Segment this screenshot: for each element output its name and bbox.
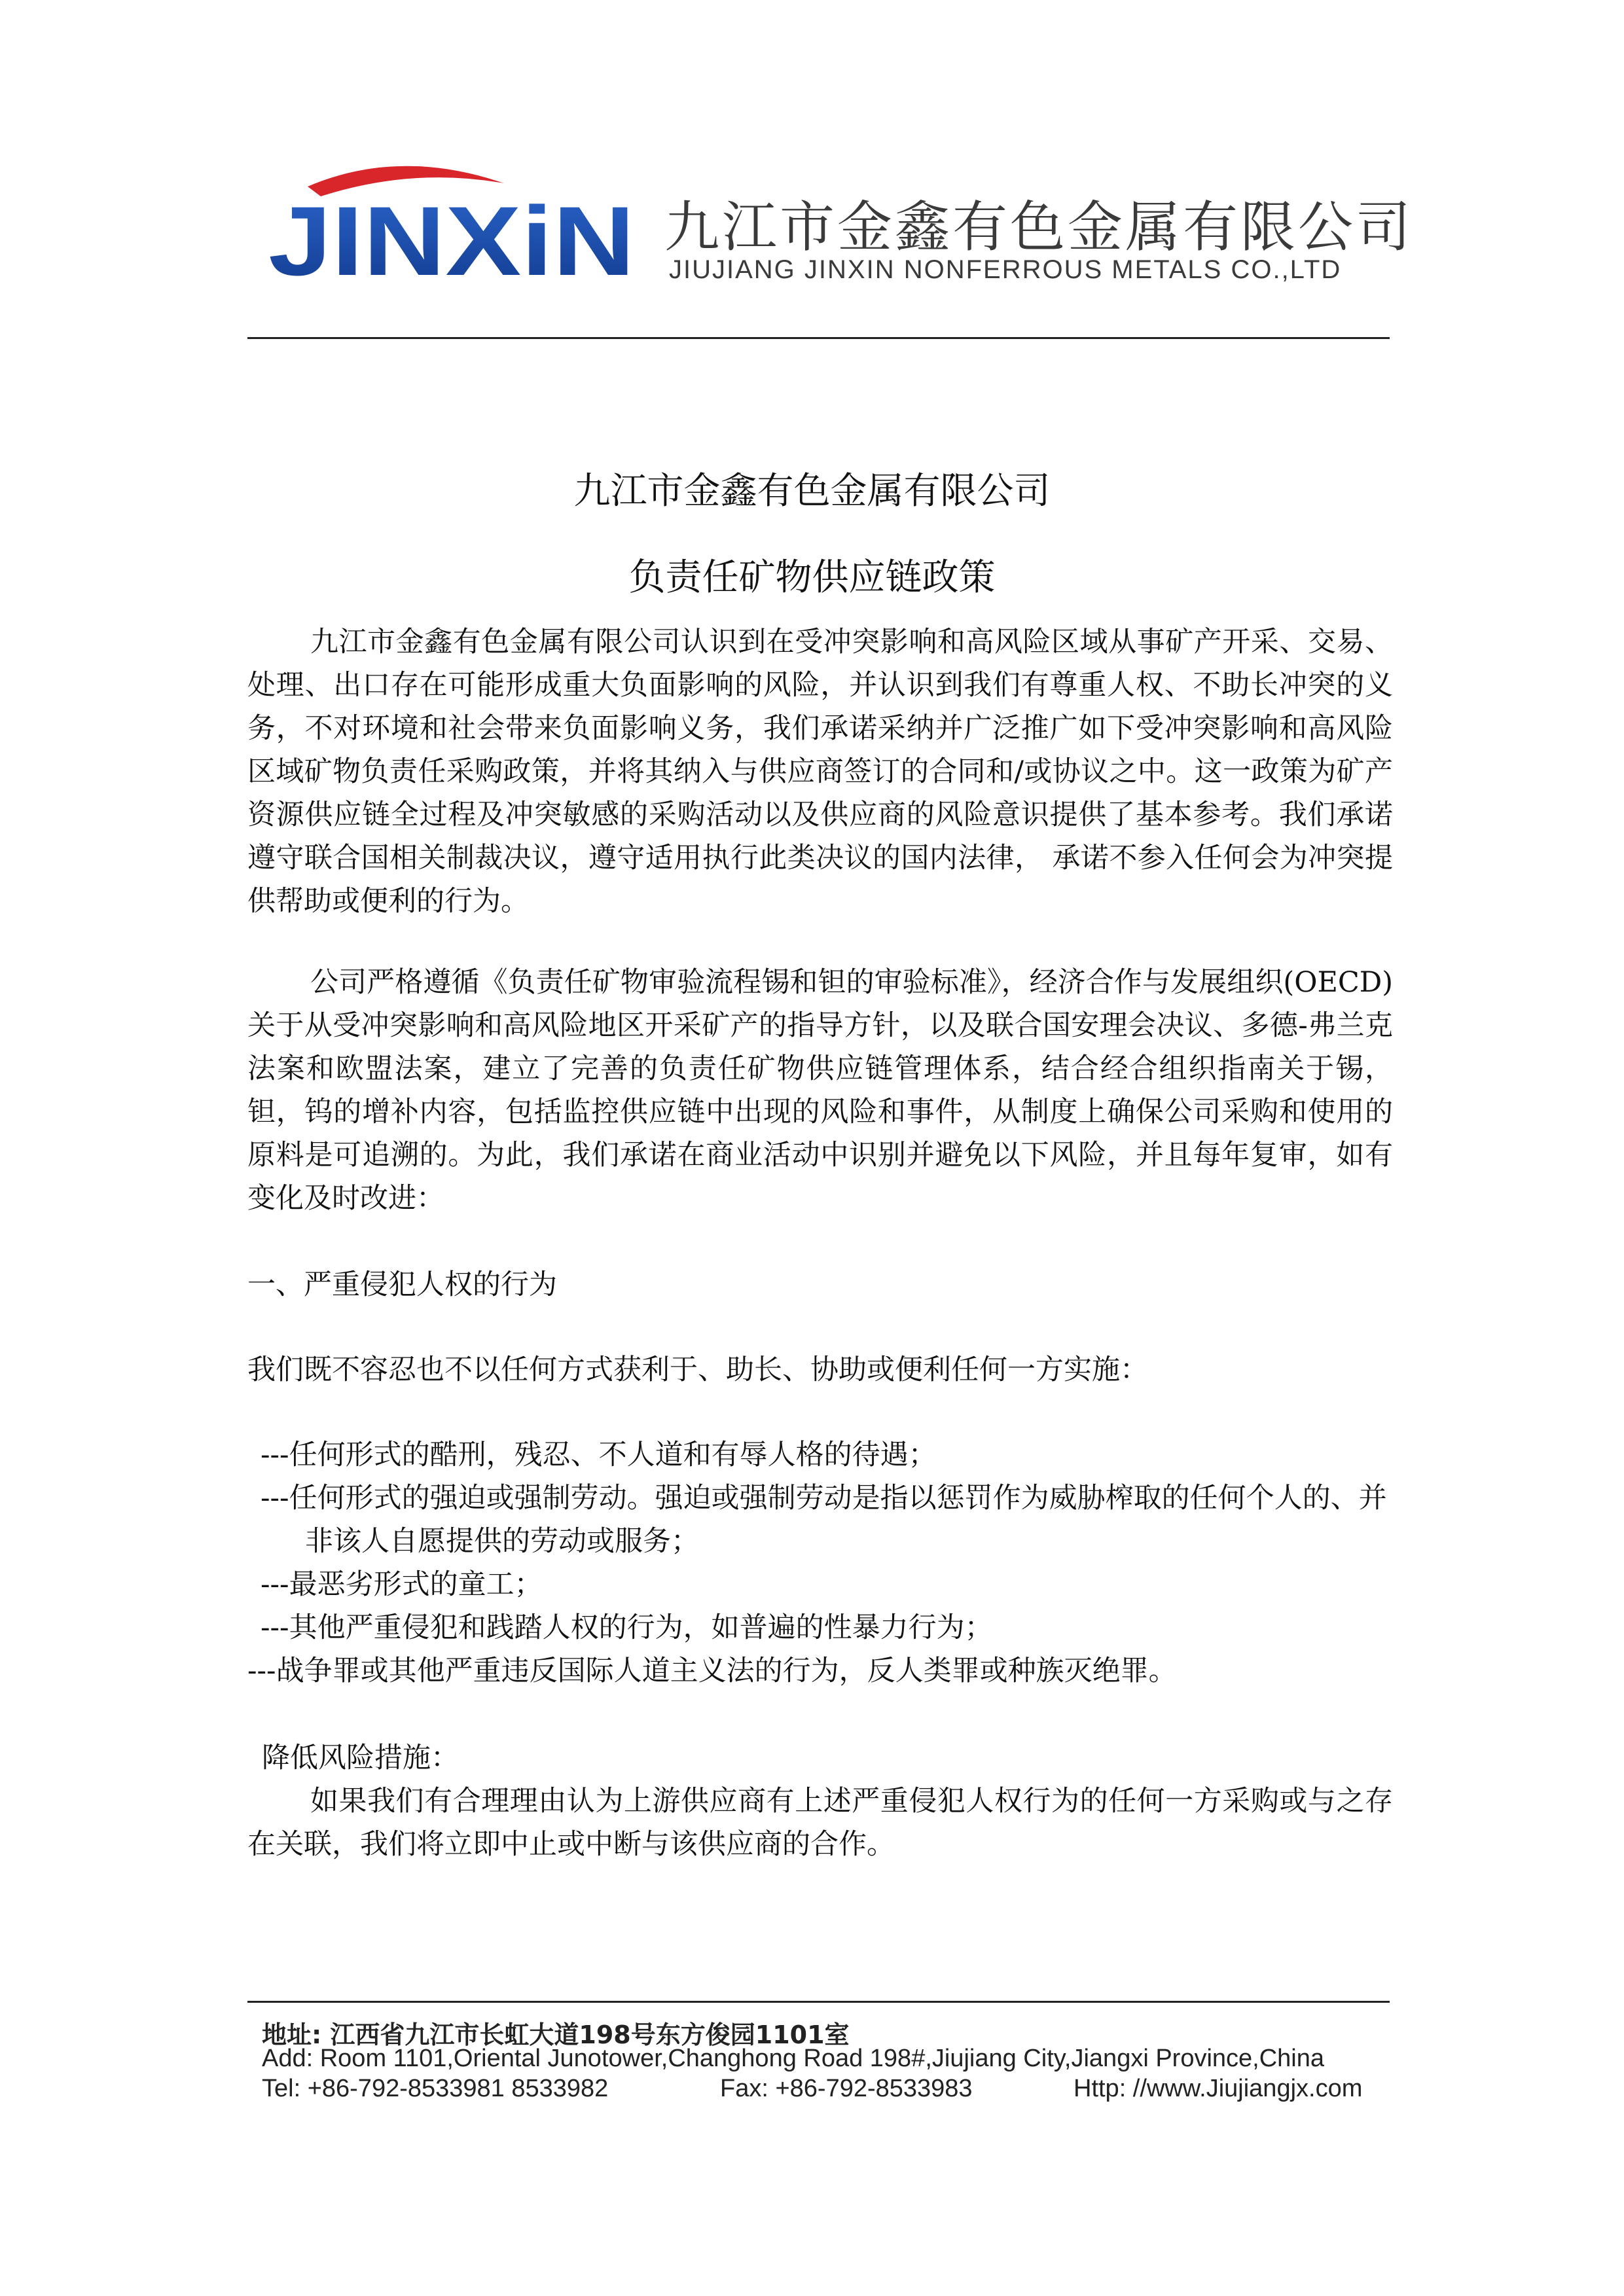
footer-website[interactable]: Http: //www.Jiujiangjx.com [1074,2075,1363,2102]
document-title-company: 九江市金鑫有色金属有限公司 [573,470,1051,512]
company-name-cn: 九江市金鑫有色金属有限公司 [664,195,1414,259]
list-item: ---战争罪或其他严重违反国际人道主义法的行为，反人类罪或种族灭绝罪。 [247,1655,1177,1687]
company-logo [268,151,1414,308]
risk-measures-text: 如果我们有合理理由认为上游供应商有上述严重侵犯人权行为的任何一方采购或与之存在关联，我们将立即中止或中断与该供应商的合作。 [247,1785,1393,1861]
policy-paragraph-1: 九江市金鑫有色金属有限公司认识到在受冲突影响和高风险区域从事矿产开采、交易、处理、出口存在可能形成重大负面影响的风险，并认识到我们有尊重人权、不助长冲突的义务，不对环境和社会带来负面影响义务，我们承诺采纳并广泛推广如下受冲突影响和高风险区域矿物负责任采购政策，并将其纳入与供应商签订的合同和/或协议之中。这一政策为矿产资源供应链全过程及冲突敏感的采购活动以及供应商的风险意识提供了基本参考。我们承诺遵守联合国相关制裁决议，遵守适用执行此类决议的国内法律， 承诺不参入任何会为冲突提供帮助或便利的行为。 [247,626,1393,918]
jinxin-logo-mark [268,151,648,308]
list-item: ---其他严重侵犯和践踏人权的行为，如普遍的性暴力行为； [261,1611,993,1644]
policy-paragraph-2: 公司严格遵循《负责任矿物审验流程锡和钽的审验标准》，经济合作与发展组织(OECD)关于从受冲突影响和高风险地区开采矿产的指导方针，以及联合国安理会决议、多德-弗兰克法案和欧盟法案，建立了完善的负责任矿物供应链管理体系，结合经合组织指南关于锡，钽，钨的增补内容，包括监控供应链中出现的风险和事件，从制度上确保公司采购和使用的原料是可追溯的。为此，我们承诺在商业活动中识别并避免以下风险，并且每年复审，如有变化及时改进： [247,966,1393,1215]
header-divider [247,337,1390,339]
footer-fax: Fax: +86-792-8533983 [720,2075,973,2102]
footer-address-cn: 地址: 江西省九江市长虹大道198号东方俊园1101室 [262,2020,850,2049]
footer-divider [247,2001,1390,2003]
footer-tel: Tel: +86-792-8533981 8533982 [262,2075,609,2102]
risk-measures-label: 降低风险措施： [262,1742,459,1774]
section-heading-human-rights: 一、严重侵犯人权的行为 [247,1268,557,1301]
company-name-en: JIUJIANG JINXIN NONFERROUS METALS CO.,LTD [669,255,1342,284]
human-rights-abuse-list [247,1433,1393,1693]
list-item: ---最恶劣形式的童工； [261,1568,543,1601]
section-intro: 我们既不容忍也不以任何方式获利于、助长、协助或便利任何一方实施： [247,1354,1148,1386]
list-item: ---任何形式的强迫或强制劳动。强迫或强制劳动是指以惩罚作为威胁榨取的任何个人的、并非该人自愿提供的劳动或服务； [261,1482,1387,1558]
document-title-policy: 负责任矿物供应链政策 [628,556,996,599]
logo-wordmark-text: JINXiN [268,186,635,296]
list-item: ---任何形式的酷刑，残忍、不人道和有辱人格的待遇； [261,1439,937,1471]
footer-address-en: Add: Room 1101,Oriental Junotower,Changhong Road 198#,Jiujiang City,Jiangxi Province,China [262,2045,1325,2072]
